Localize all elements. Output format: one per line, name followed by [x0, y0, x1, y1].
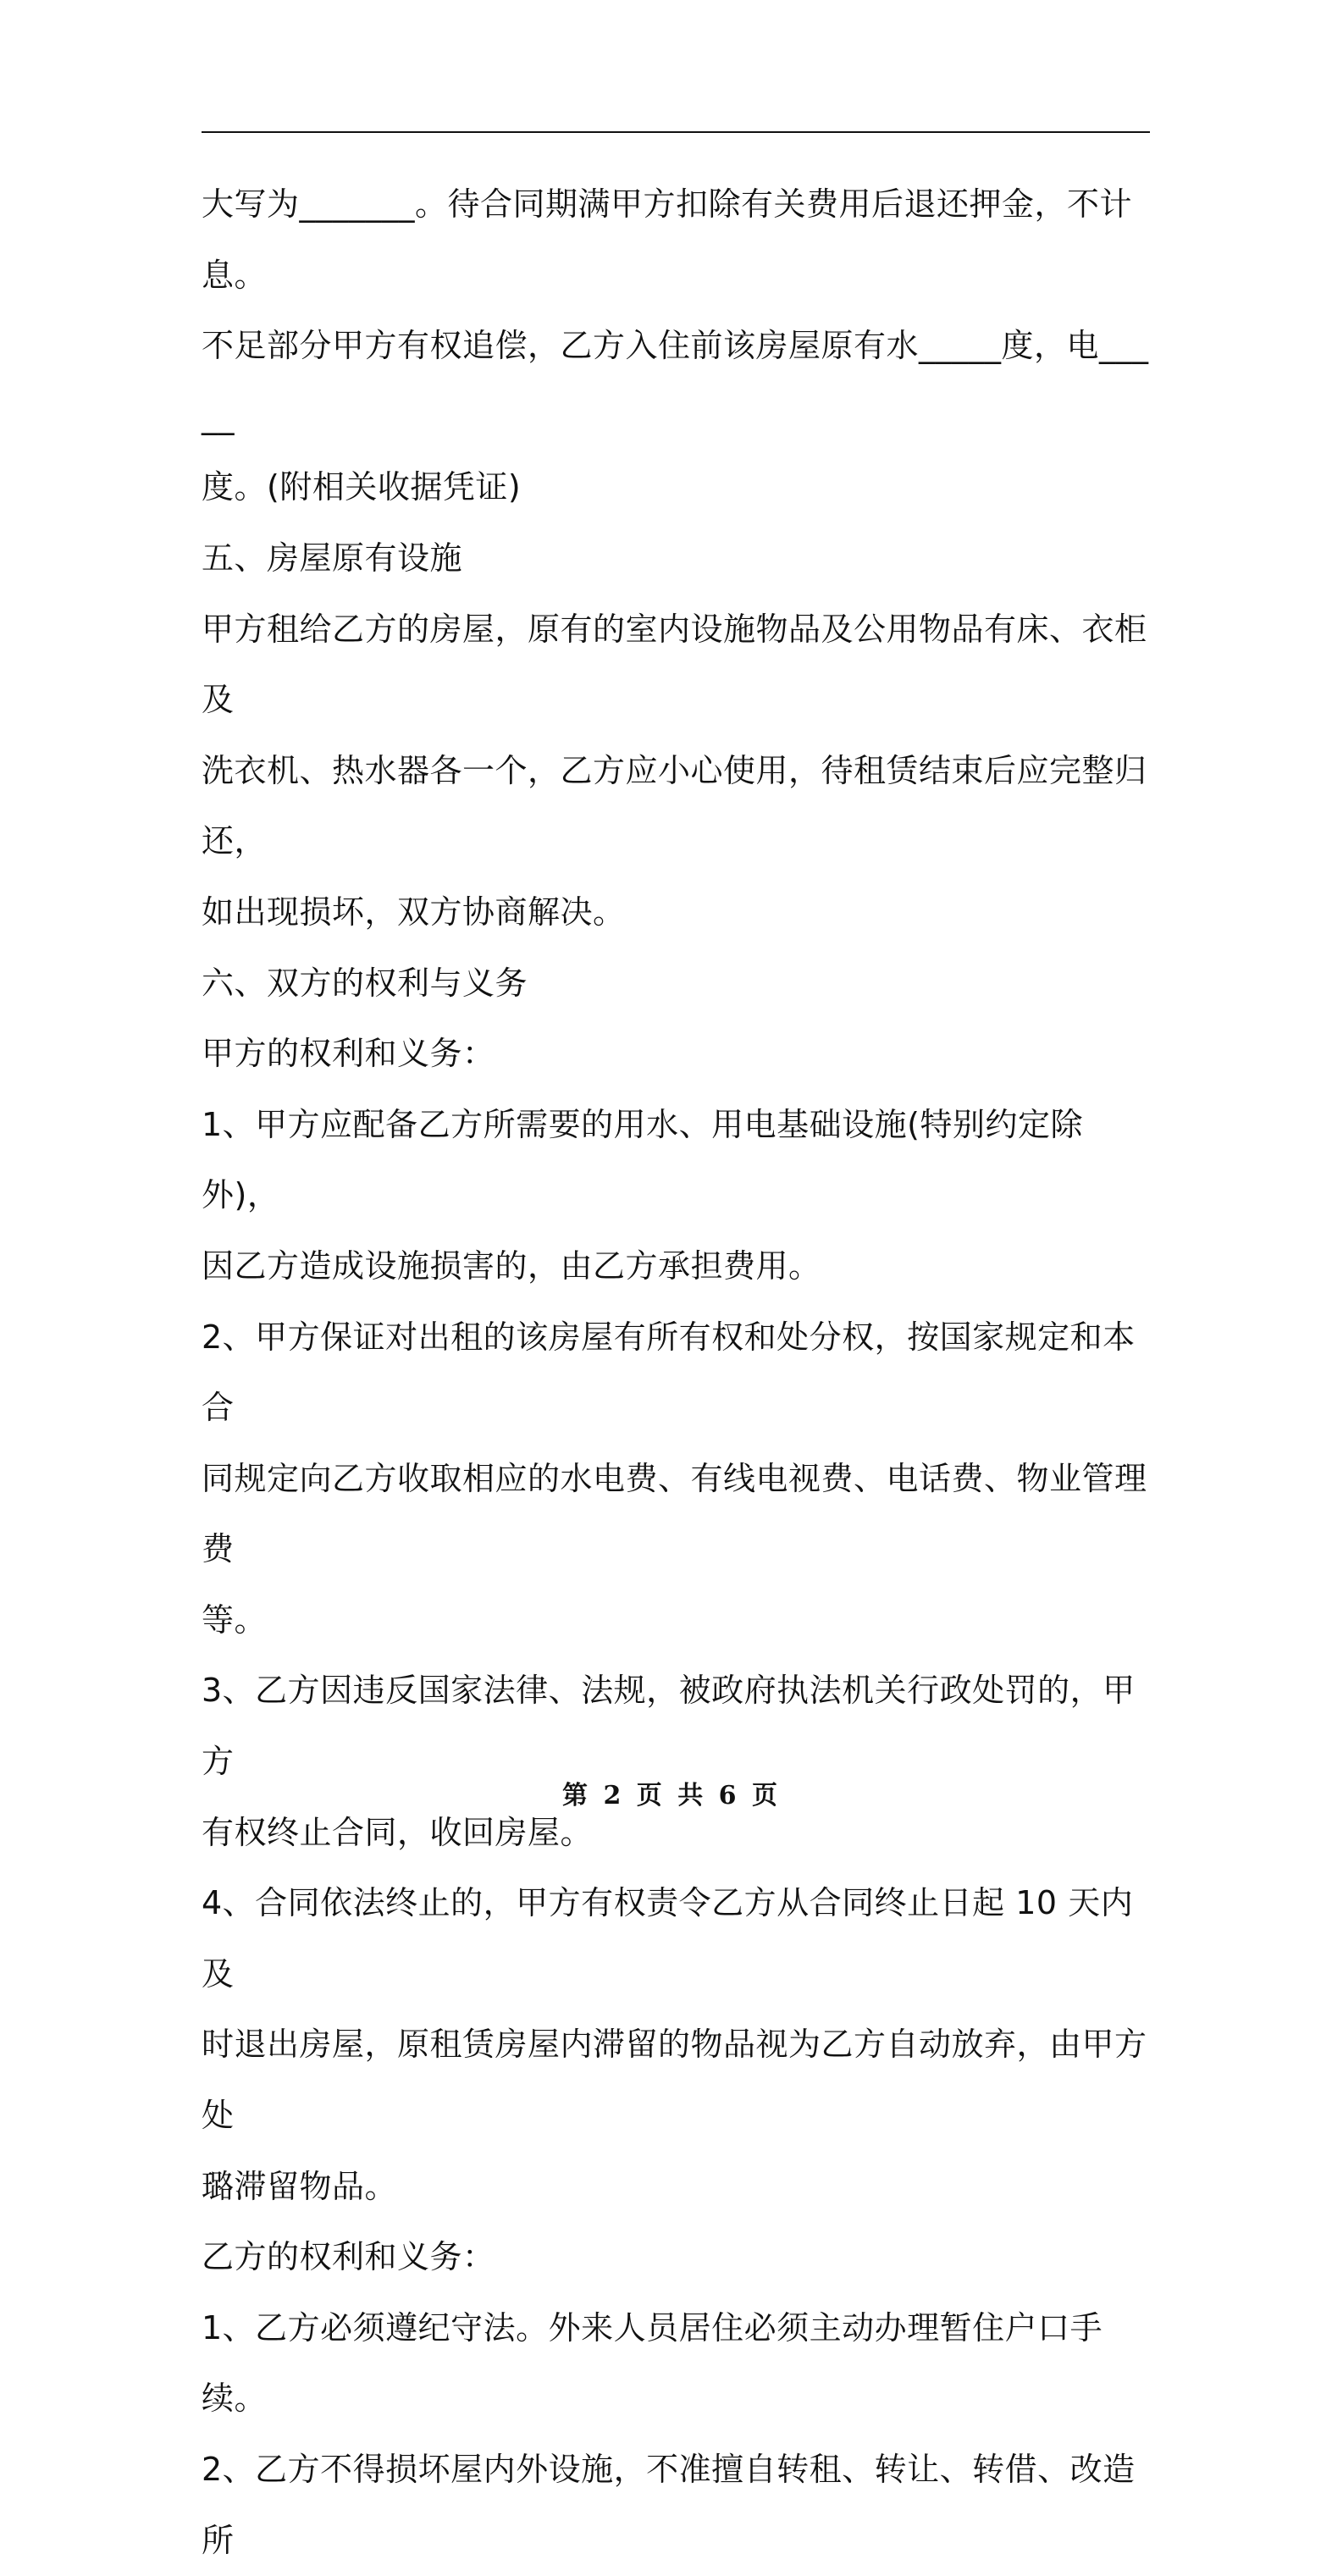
- paragraph-line: 1、甲方应配备乙方所需要的用水、用电基础设施(特别约定除外)，: [202, 1105, 1084, 1214]
- paragraph-line: 大写为_______。待合同期满甲方扣除有关费用后退还押金，不计息。: [202, 185, 1133, 294]
- paragraph-line: 4、合同依法终止的，甲方有权责令乙方从合同终止日起 10 天内及: [202, 1884, 1134, 1993]
- document-body: [202, 169, 1158, 2576]
- section-heading: 五、房屋原有设施: [202, 539, 463, 577]
- paragraph-line: 1、乙方必须遵纪守法。外来人员居住必须主动办理暂住户口手续。: [202, 2308, 1103, 2418]
- header-rule: [202, 131, 1150, 133]
- paragraph-line: 2、甲方保证对出租的该房屋有所有权和处分权，按国家规定和本合: [202, 1318, 1136, 1427]
- subsection-heading: 甲方的权利和义务：: [202, 1035, 495, 1073]
- paragraph-line: 不足部分甲方有权追偿，乙方入住前该房屋原有水_____度，电_____: [202, 327, 1149, 435]
- section-heading: 六、双方的权利与义务: [202, 964, 528, 1002]
- paragraph-line: 同规定向乙方收取相应的水电费、有线电视费、电话费、物业管理费: [202, 1459, 1147, 1568]
- page-number: 第 2 页 共 6 页: [562, 1781, 781, 1810]
- paragraph-line: 等。: [202, 1600, 268, 1639]
- paragraph-line: 如出现损坏，双方协商解决。: [202, 893, 626, 931]
- paragraph-line: 3、乙方因违反国家法律、法规，被政府执法机关行政处罚的，甲方: [202, 1672, 1136, 1781]
- paragraph-line: 度。(附相关收据凭证): [202, 468, 522, 506]
- paragraph-line: 2、乙方不得损坏屋内外设施，不准擅自转租、转让、转借、改造所: [202, 2451, 1136, 2559]
- paragraph-line: 因乙方造成设施损害的，由乙方承担费用。: [202, 1247, 821, 1285]
- paragraph-line: 时退出房屋，原租赁房屋内滞留的物品视为乙方自动放弃，由甲方处: [202, 2026, 1147, 2135]
- paragraph-line: 甲方租给乙方的房屋，原有的室内设施物品及公用物品有床、衣柜及: [202, 610, 1147, 719]
- paragraph-line: 洗衣机、热水器各一个，乙方应小心使用，待租赁结束后应完整归还，: [202, 751, 1147, 860]
- paragraph-line: 璐滞留物品。: [202, 2167, 398, 2205]
- paragraph-line: 有权终止合同，收回房屋。: [202, 1813, 594, 1851]
- subsection-heading: 乙方的权利和义务：: [202, 2238, 495, 2276]
